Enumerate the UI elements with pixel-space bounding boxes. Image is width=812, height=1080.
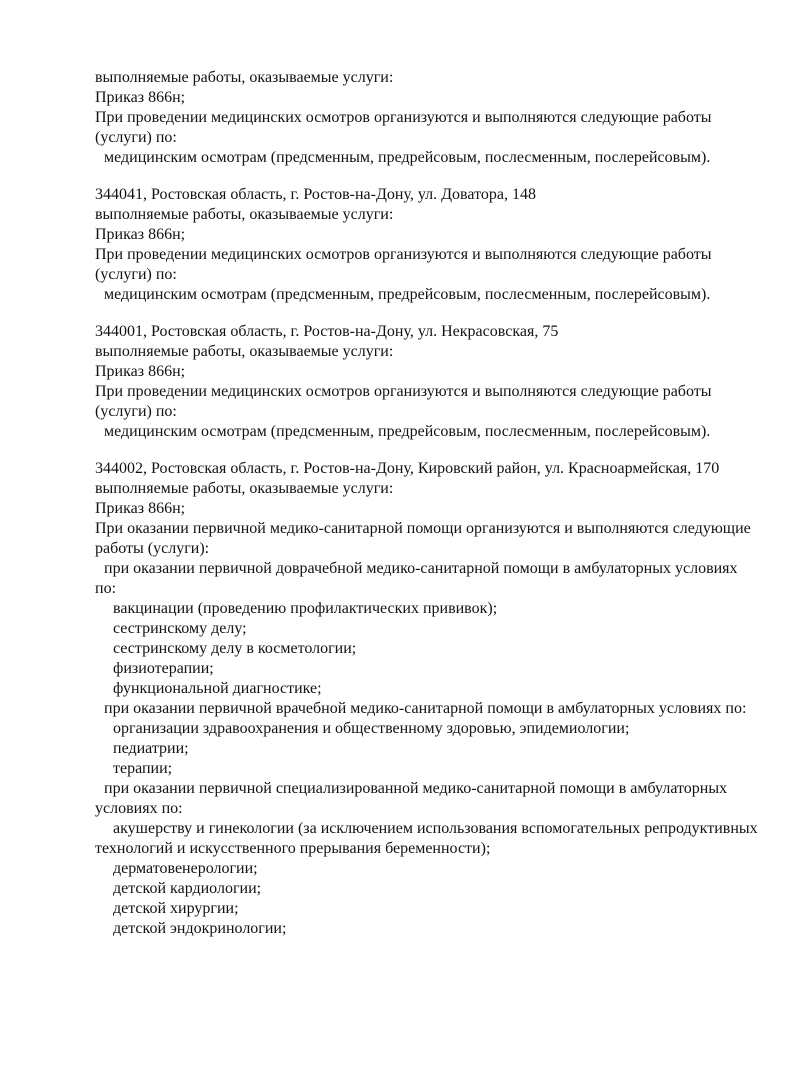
text-line: выполняемые работы, оказываемые услуги: [95, 206, 394, 223]
text-line: (услуги) по: [95, 403, 177, 420]
text-line: Приказ 866н; [95, 363, 186, 380]
text-line: по: [95, 580, 117, 597]
text-line: (услуги) по: [95, 266, 177, 283]
text-line: медицинским осмотрам (предсменным, предрейсовым, послесменным, послерейсовым). [104, 286, 711, 303]
text-line: технологий и искусственного прерывания беременности); [95, 840, 491, 857]
text-line: сестринскому делу; [113, 620, 247, 637]
text-line: выполняемые работы, оказываемые услуги: [95, 480, 394, 497]
text-line: работы (услуги): [95, 540, 210, 557]
text-line: детской хирургии; [113, 900, 239, 917]
text-line: терапии; [113, 760, 173, 777]
text-line: условиях по: [95, 800, 183, 817]
text-line: акушерству и гинекологии (за исключением использования вспомогательных репродуктивных [113, 820, 758, 837]
text-line: медицинским осмотрам (предсменным, предрейсовым, послесменным, послерейсовым). [104, 423, 711, 440]
license-section [95, 68, 782, 168]
text-line: Приказ 866н; [95, 500, 186, 517]
text-line: дерматовенерологии; [113, 860, 258, 877]
text-line: (услуги) по: [95, 129, 177, 146]
text-line: организации здравоохранения и общественному здоровью, эпидемиологии; [113, 720, 630, 737]
license-section [95, 185, 782, 305]
address-line: 344041, Ростовская область, г. Ростов-на-Дону, ул. Доватора, 148 [95, 186, 536, 203]
text-line: при оказании первичной врачебной медико-санитарной помощи в амбулаторных условиях по: [104, 700, 747, 717]
text-line: функциональной диагностике; [113, 680, 322, 697]
text-line: вакцинации (проведению профилактических прививок); [113, 600, 498, 617]
address-line: 344002, Ростовская область, г. Ростов-на-Дону, Кировский район, ул. Красноармейская, 170 [95, 460, 720, 477]
text-line: сестринскому делу в косметологии; [113, 640, 357, 657]
text-line: физиотерапии; [113, 660, 214, 677]
text-line: педиатрии; [113, 740, 189, 757]
text-line: выполняемые работы, оказываемые услуги: [95, 343, 394, 360]
text-line: При проведении медицинских осмотров организуются и выполняются следующие работы [95, 383, 712, 400]
text-line: при оказании первичной специализированной медико-санитарной помощи в амбулаторных [104, 780, 728, 797]
text-line: При проведении медицинских осмотров организуются и выполняются следующие работы [95, 246, 712, 263]
license-section [95, 459, 782, 939]
text-line: Приказ 866н; [95, 226, 186, 243]
text-line: Приказ 866н; [95, 89, 186, 106]
license-section [95, 322, 782, 442]
text-line: выполняемые работы, оказываемые услуги: [95, 69, 394, 86]
text-line: При оказании первичной медико-санитарной помощи организуются и выполняются следующие [95, 520, 751, 537]
text-line: при оказании первичной доврачебной медико-санитарной помощи в амбулаторных условиях [104, 560, 738, 577]
text-line: детской кардиологии; [113, 880, 262, 897]
text-line: При проведении медицинских осмотров организуются и выполняются следующие работы [95, 109, 712, 126]
text-line: медицинским осмотрам (предсменным, предрейсовым, послесменным, послерейсовым). [104, 149, 711, 166]
address-line: 344001, Ростовская область, г. Ростов-на-Дону, ул. Некрасовская, 75 [95, 323, 559, 340]
text-line: детской эндокринологии; [113, 920, 287, 937]
